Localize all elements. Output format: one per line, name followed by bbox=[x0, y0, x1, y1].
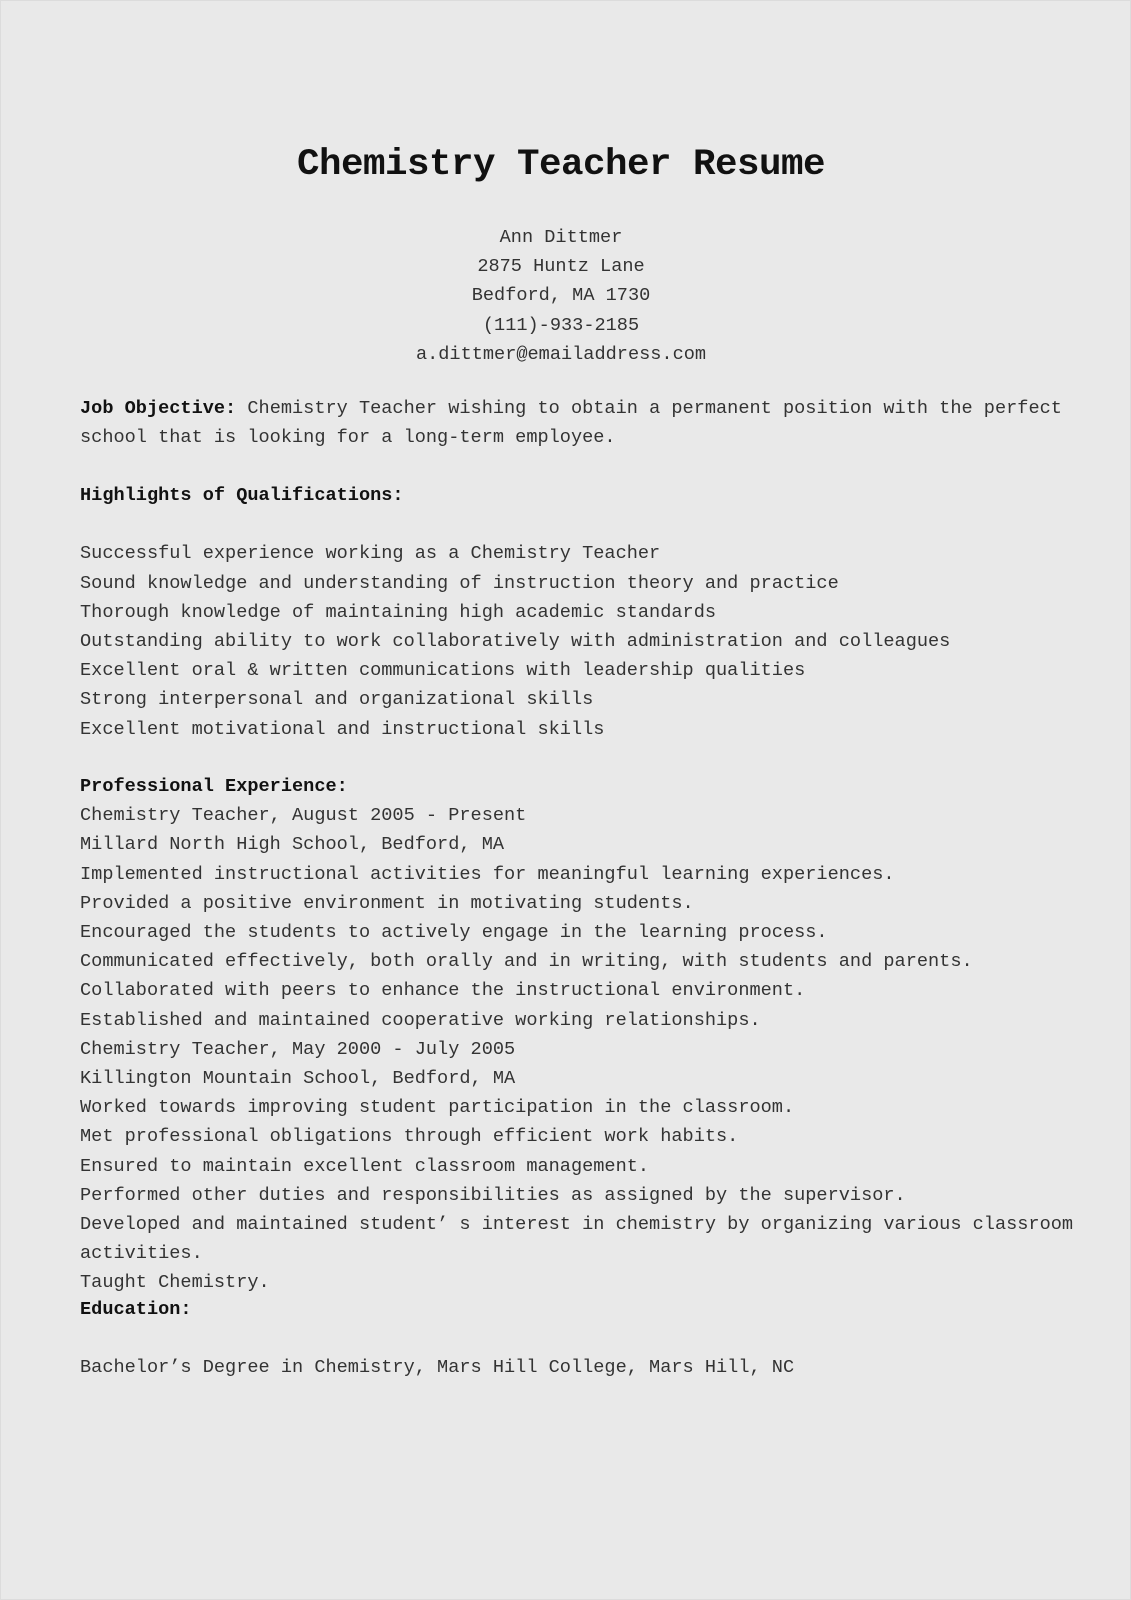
experience-duty: Taught Chemistry. bbox=[80, 1272, 270, 1294]
experience-duty: Established and maintained cooperative working relationships. bbox=[80, 1009, 761, 1031]
contact-city-state-zip: Bedford, MA 1730 bbox=[471, 285, 651, 307]
experience-duty: Collaborated with peers to enhance the instructional environment. bbox=[80, 980, 806, 1002]
experience-job-title: Chemistry Teacher, May 2000 - July 2005 bbox=[80, 1038, 516, 1060]
experience-duty: Ensured to maintain excellent classroom management. bbox=[80, 1155, 650, 1177]
experience-duty: Communicated effectively, both orally and in writing, with students and parents. bbox=[80, 951, 973, 973]
job-objective-text-1: Chemistry Teacher wishing to obtain a permanent position with the perfect bbox=[236, 398, 1062, 419]
education-item: Bachelor’s Degree in Chemistry, Mars Hill College, Mars Hill, NC bbox=[80, 1357, 795, 1379]
contact-address: 2875 Huntz Lane bbox=[477, 256, 645, 278]
highlight-item: Excellent motivational and instructional skills bbox=[80, 718, 605, 740]
experience-duty: activities. bbox=[80, 1243, 203, 1265]
spacer bbox=[80, 1324, 1070, 1353]
education-heading: Education: bbox=[80, 1299, 192, 1320]
job-objective-section bbox=[80, 394, 1070, 452]
contact-phone: (111)-933-2185 bbox=[482, 314, 640, 336]
highlight-item: Thorough knowledge of maintaining high academic standards bbox=[80, 601, 717, 623]
experience-duty: Developed and maintained student’ s interest in chemistry by organizing various classroom bbox=[80, 1214, 1074, 1236]
experience-duty: Worked towards improving student participation in the classroom. bbox=[80, 1097, 795, 1119]
highlight-item: Strong interpersonal and organizational skills bbox=[80, 689, 594, 711]
experience-job-title: Chemistry Teacher, August 2005 - Present bbox=[80, 805, 527, 827]
resume-title: Chemistry Teacher Resume bbox=[296, 144, 826, 186]
highlights-heading: Highlights of Qualifications: bbox=[80, 485, 404, 506]
job-objective-text-2: school that is looking for a long-term employee. bbox=[80, 427, 616, 449]
contact-email: a.dittmer@emailaddress.com bbox=[415, 343, 707, 365]
highlight-item: Sound knowledge and understanding of instruction theory and practice bbox=[80, 572, 839, 594]
job-objective-line-1 bbox=[80, 394, 1070, 423]
spacer bbox=[80, 510, 1070, 539]
education-section bbox=[80, 1295, 1070, 1383]
experience-duty: Provided a positive environment in motivating students. bbox=[80, 892, 694, 914]
contact-name: Ann Dittmer bbox=[499, 227, 623, 248]
experience-employer: Millard North High School, Bedford, MA bbox=[80, 834, 505, 856]
job-objective-label: Job Objective: bbox=[80, 398, 237, 419]
experience-duty: Implemented instructional activities for meaningful learning experiences. bbox=[80, 863, 895, 885]
experience-duty: Performed other duties and responsibilities as assigned by the supervisor. bbox=[80, 1184, 906, 1206]
experience-duty: Encouraged the students to actively engage in the learning process. bbox=[80, 922, 828, 944]
highlights-section bbox=[80, 481, 1070, 744]
highlight-item: Successful experience working as a Chemistry Teacher bbox=[80, 543, 661, 565]
highlight-item: Outstanding ability to work collaboratively with administration and colleagues bbox=[80, 631, 951, 652]
experience-heading: Professional Experience: bbox=[80, 776, 348, 797]
experience-employer: Killington Mountain School, Bedford, MA bbox=[80, 1068, 516, 1090]
experience-duty: Met professional obligations through efficient work habits. bbox=[80, 1126, 739, 1148]
contact-block bbox=[1, 223, 1121, 369]
experience-section bbox=[80, 772, 1074, 1298]
highlight-item: Excellent oral & written communications with leadership qualities bbox=[80, 660, 806, 682]
